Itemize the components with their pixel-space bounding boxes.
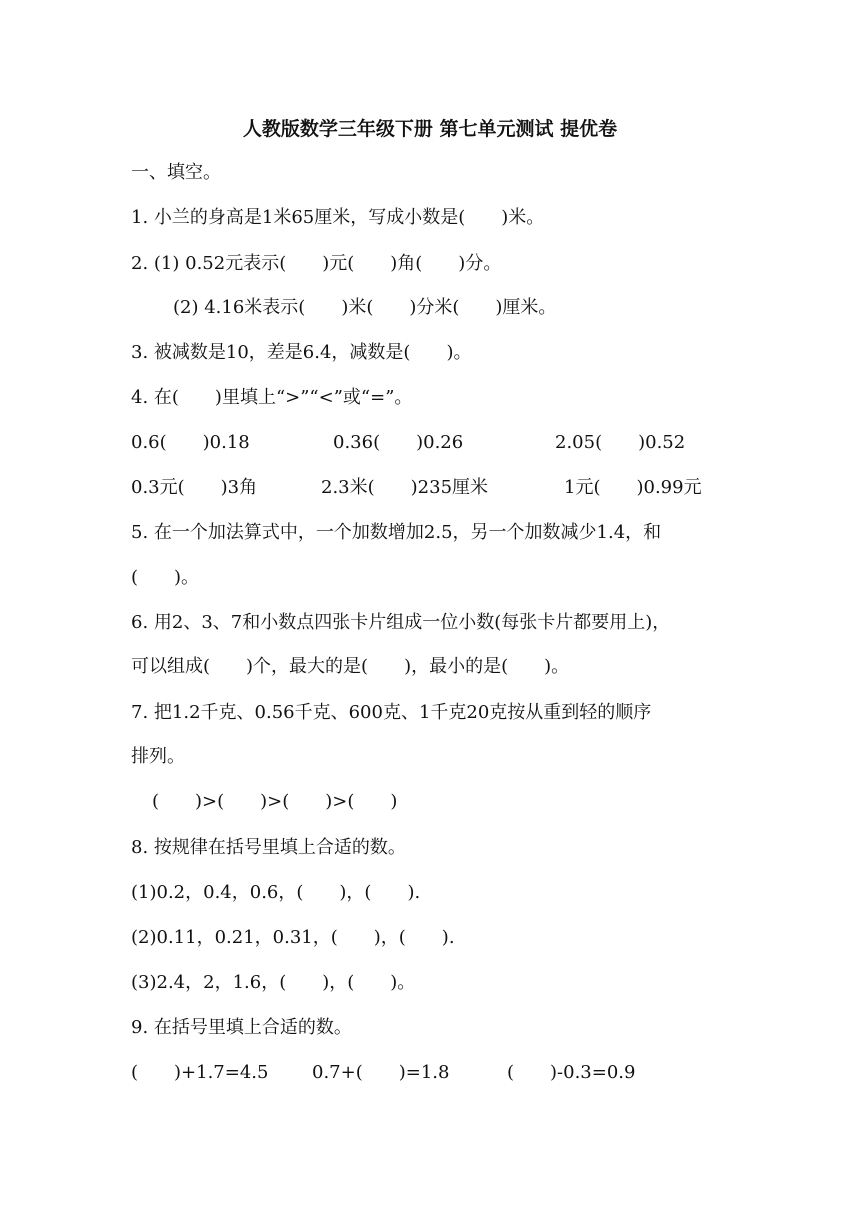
question-5-continued: ( )。 — [131, 567, 200, 588]
question-4: 4. 在( )里填上“>”“<”或“=”。 — [131, 387, 413, 408]
section-heading: 一、填空。 — [131, 162, 221, 183]
compare-item: 0.36( )0.26 — [333, 432, 464, 453]
page-title: 人教版数学三年级下册 第七单元测试 提优卷 — [242, 118, 618, 140]
question-7-continued: 排列。 — [131, 746, 185, 767]
compare-item: 0.3元( )3角 — [131, 477, 258, 498]
question-8: 8. 按规律在括号里填上合适的数。 — [131, 837, 406, 858]
question-9: 9. 在括号里填上合适的数。 — [131, 1017, 352, 1038]
question-2-part-1: 2. (1) 0.52元表示( )元( )角( )分。 — [131, 253, 502, 274]
question-6: 6. 用2、3、7和小数点四张卡片组成一位小数(每张卡片都要用上)， — [131, 612, 671, 633]
equation-item: ( )+1.7=4.5 — [131, 1062, 269, 1083]
equation-item: 0.7+( )=1.8 — [312, 1062, 450, 1083]
compare-item: 1元( )0.99元 — [564, 477, 702, 498]
compare-item: 2.05( )0.52 — [555, 432, 686, 453]
question-2-part-2: (2) 4.16米表示( )米( )分米( )厘米。 — [173, 297, 557, 318]
compare-item: 0.6( )0.18 — [131, 432, 250, 453]
equation-item: ( )-0.3=0.9 — [507, 1062, 636, 1083]
question-6-continued: 可以组成( )个，最大的是( )，最小的是( )。 — [131, 656, 570, 677]
question-5: 5. 在一个加法算式中，一个加数增加2.5，另一个加数减少1.4，和 — [131, 522, 662, 543]
question-8-part-3: (3)2.4，2，1.6，( )，( )。 — [131, 972, 416, 993]
question-1: 1. 小兰的身高是1米65厘米，写成小数是( )米。 — [131, 207, 545, 228]
question-3: 3. 被减数是10，差是6.4，减数是( )。 — [131, 342, 472, 363]
question-8-part-2: (2)0.11，0.21，0.31，( )，( ). — [131, 927, 455, 948]
question-7: 7. 把1.2千克、0.56千克、600克、1千克20克按从重到轻的顺序 — [131, 702, 652, 723]
question-8-part-1: (1)0.2，0.4，0.6，( )，( ). — [131, 882, 421, 903]
question-7-answer-slots: ( )>( )>( )>( ) — [152, 791, 398, 812]
compare-item: 2.3米( )235厘米 — [321, 477, 489, 498]
